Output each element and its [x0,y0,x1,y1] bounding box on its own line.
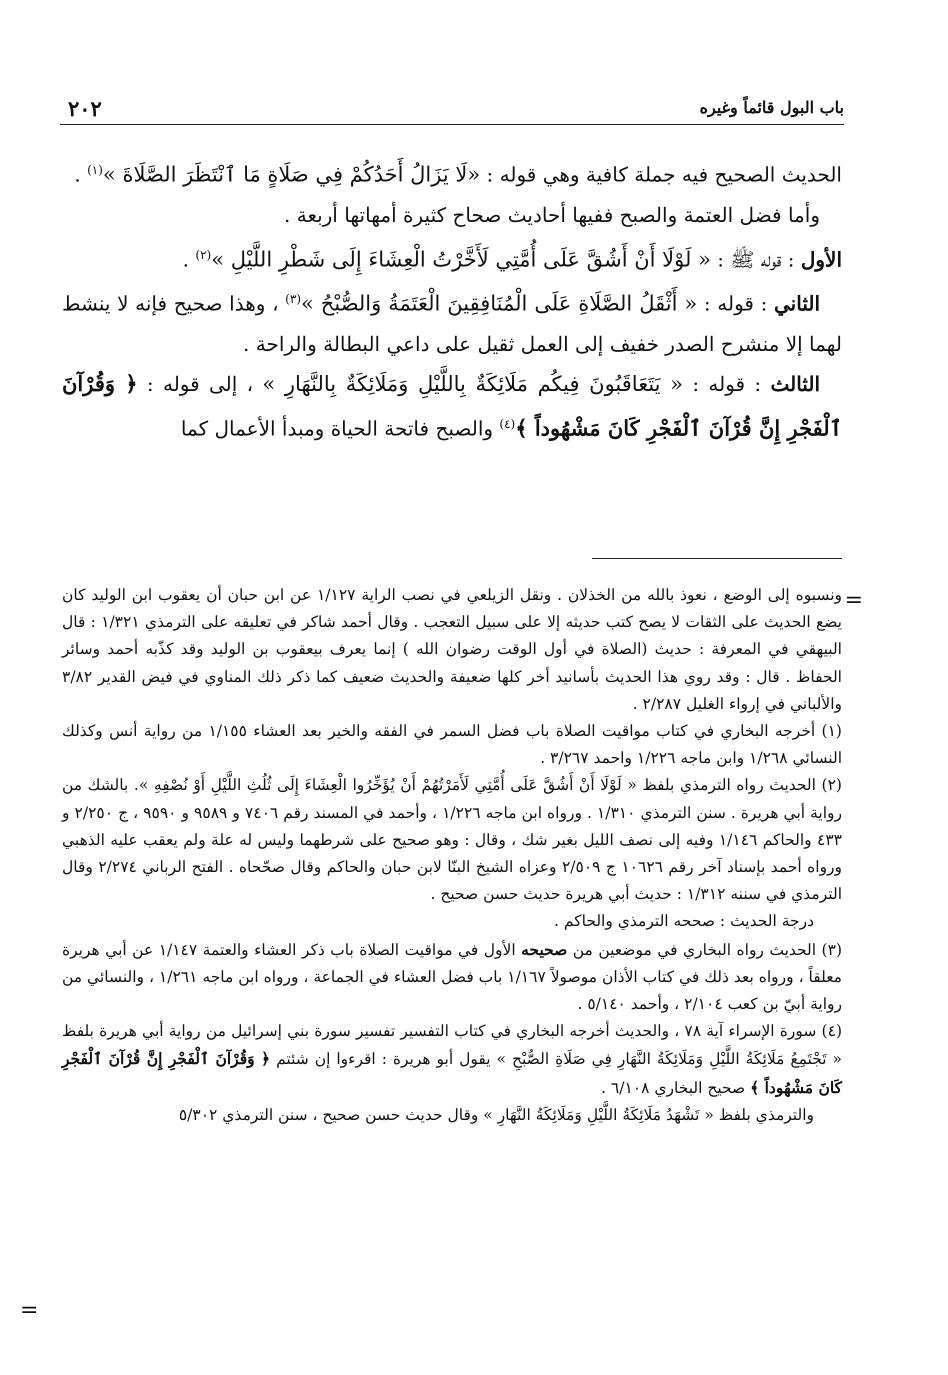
p4-end: ، وهذا صحيح فإنه لا ينشط لهما إلا منشرح الصدر خفيف إلى العمل ثقيل على داعي البطالة والراحة . [62,291,842,356]
p4-hadith: « أَثْقَلُ الصَّلَاةِ عَلَى الْمُنَافِقِينَ الْعَتَمَةُ وَالصُّبْحُ » [301,291,698,316]
footnote-3-text-a: الحديث رواه البخاري في موضعين من [567,940,822,959]
p5-end: والصبح فاتحة الحياة ومبدأ الأعمال كما [180,416,500,441]
footnote-2 [62,772,842,908]
footnote-4-text-a: سورة الإسراء آية ٧٨ ، والحديث أخرجه البخاري في كتاب التفسير تفسير سورة بني إسرائيل من رواية أبي هريرة بلفظ [62,1022,822,1041]
p1-hadith: «لَا يَزَالُ أَحَدُكُمْ فِي صَلَاةٍ مَا ٱنْتَظَرَ الصَّلَاةَ » [102,162,481,187]
p1-end: . [74,162,88,187]
paragraph-2 [62,195,842,235]
p3-label: الأول [800,247,842,272]
footnote-2-hadith: « لَوْلَا أَنْ أَشُقَّ عَلَى أُمَّتِي لَأَمَرْتُهُمْ أَنْ يُؤَخِّرُوا الْعِشَاءَ إِلَى ثُلُثِ اللَّيْلِ أَوْ نُصْفِهِ » [138,776,637,795]
p3-footnote-ref: (٢) [195,247,212,262]
footnote-4-hadith-2: « تَشْهَدُ مَلَائِكَةُ اللَّيْلِ وَمَلَائِكَةُ النَّهَارِ » [483,1105,714,1124]
paragraph-5 [62,364,842,449]
p5-intro: : قوله : [683,371,771,396]
footnote-separator [592,558,842,559]
main-text [62,150,842,449]
footnote-4-quran-verse: ﴿ وَقُرْآنَ ٱلْفَجْرِ إِنَّ قُرْآنَ ٱلْفَجْرِ كَانَ مَشْهُوداً ﴾ [62,1049,842,1097]
footnote-4 [62,1018,842,1102]
continuation-mark-right: = [844,588,863,613]
p5-label: الثالث [770,371,820,396]
p5-hadith: « يَتَعَاقَبُونَ فِيكُم مَلَائِكَةٌ بِاللَّيْلِ وَمَلَائِكَةٌ بِالنَّهَارِ » [262,371,684,396]
footnote-2-text-a: الحديث رواه الترمذي بلفظ [636,776,822,795]
p3-intro: : قوله ﷺ : [710,247,801,272]
page-number: ٢٠٢ [68,96,102,121]
footnote-2-text-b: . بالشك من رواية أبي هريرة . سنن الترمذي ١/٣١٠ . ورواه ابن ماجه ١/٢٢٦ ، وأحمد في المسند رقم ٧٤٠٦ و ٩٥٨٩ و ٩٥٩٠ ، ج ٢/٢٥٠ و ٤٣٣ والحاكم ١/١٤٦ وفيه إلى نصف الليل بغير شك ، وقال : وهو صحيح على شرطهما وليس له علة ولم يعقب عليه الذهبي ورواه أحمد بإسناد آخر رقم ١٠٦٢٦ ج ٢/٥٠٩ وعزاه الشيخ البنّا لابن حبان والحاكم وقال صحّحاه . الفتح الرباني ٢/٢٧٤ وقال الترمذي في سننه ١/٣١٢ : حديث أبي هريرة حديث حسن صحيح . [62,776,843,904]
continuation-mark-left: = [20,1298,39,1323]
chapter-title: باب البول قائماً وغيره [699,98,844,117]
footnote-4-text-e: وقال حديث حسن صحيح ، سنن الترمذي ٥/٣٠٢ [178,1105,484,1124]
footnote-2-grade-text: درجة الحديث : صححه الترمذي والحاكم . [554,912,814,931]
footnotes [62,582,842,1129]
p1-footnote-ref: (١) [87,163,103,177]
footnote-4-text-c: صحيح البخاري ٦/١٠٨ . [601,1078,751,1097]
footnote-4-text-b: يقول أبو هريرة : اقرءوا إن شئتم [270,1050,497,1069]
paragraph-1 [62,150,842,195]
p3-hadith: « لَوْلَا أَنْ أَشُقَّ عَلَى أُمَّتِي لَأَخَّرْتُ الْعِشَاءَ إِلَى شَطْرِ اللَّيْلِ » [211,247,711,272]
footnote-continuation [62,582,842,718]
footnote-4-continued [62,1102,842,1129]
paragraph-4 [62,279,842,364]
footnote-1-text: أخرجه البخاري في كتاب مواقيت الصلاة باب فضل السمر في الفقه والخير بعد العشاء ١/١٥٥ من رواية أنس وكذلك النسائي ١/٢٦٨ وابن ماجه ١/٢٢٦ واحمد ٣/٢٦٧ . [62,722,842,768]
footnote-1-number: (١) [821,722,842,741]
p1-intro: الحديث الصحيح فيه جملة كافية وهي قوله : [480,162,842,187]
footnote-3 [62,936,842,1019]
continuation-text: ونسبوه إلى الوضع ، نعوذ بالله من الخذلان . ونقل الزيلعي في نصب الراية ١/١٢٧ عن ابن حبان أن يعقوب ابن الوليد كان يضع الحديث على الثقات لا يصح كتب حديثه إلا على سبيل التعجب . وقال أحمد شاكر في تعليقه على الترمذي ١/٣٢١ : قال البيهقي في المعرفة : حديث (الصلاة في أول الوقت رضوان الله ) إنما يعرف بيعقوب بن الوليد وقد كذّبه أحمد وسائر الحفاظ . قال : وقد روي هذا الحديث بأسانيد أخر كلها ضعيفة والحديث ضعيف كما ذكر ذلك المناوي في فيض القدير ٣/٨٢ والألباني في إرواء الغليل ٢/٢٨٧ . [62,586,843,713]
footnote-3-text-b: الأول في مواقيت الصلاة باب ذكر العشاء والعتمة ١/١٤٧ عن أبي هريرة معلقاً ، ورواه بعد ذلك في كتاب الأذان موصولاً ١/١٦٧ باب فضل العشاء في الجماعة ، ورواه ابن ماجه ١/٢٦١ ، والنسائي من رواية أبيّ بن كعب ٢/١٠٤ ، وأحمد ٥/١٤٠ . [62,940,842,1014]
p4-label: الثاني [773,291,820,316]
p5-quran-verse: ﴿ وَقُرْآنَ ٱلْفَجْرِ إِنَّ قُرْآنَ ٱلْفَجْرِ كَانَ مَشْهُوداً ﴾ [62,370,842,441]
footnote-3-number: (٣) [821,940,842,959]
footnote-2-number: (٢) [821,776,842,795]
footnote-4-text-d: والترمذي بلفظ [713,1105,814,1124]
p4-footnote-ref: (٣) [285,292,301,307]
footnote-3-bold: صحيحه [521,939,568,959]
p5-footnote-ref: (٤) [499,416,516,431]
p5-mid: ، إلى قوله : [137,371,263,396]
footnote-4-hadith: « تَجْتَمِعُ مَلَائِكَةُ اللَّيْلِ وَمَلَائِكَةُ النَّهَارِ فِي صَلَاةِ الصُّبْحِ » [496,1050,842,1069]
paragraph-3 [62,235,842,280]
footnote-1 [62,718,842,772]
p4-intro: : قوله : [697,291,774,316]
footnote-2-grade [62,908,842,935]
p2-text: وأما فضل العتمة والصبح ففيها أحاديث صحاح كثيرة أمهاتها أربعة . [284,202,820,227]
footnote-4-number: (٤) [821,1022,842,1041]
page-header [60,96,844,125]
p3-end: . [182,247,196,272]
